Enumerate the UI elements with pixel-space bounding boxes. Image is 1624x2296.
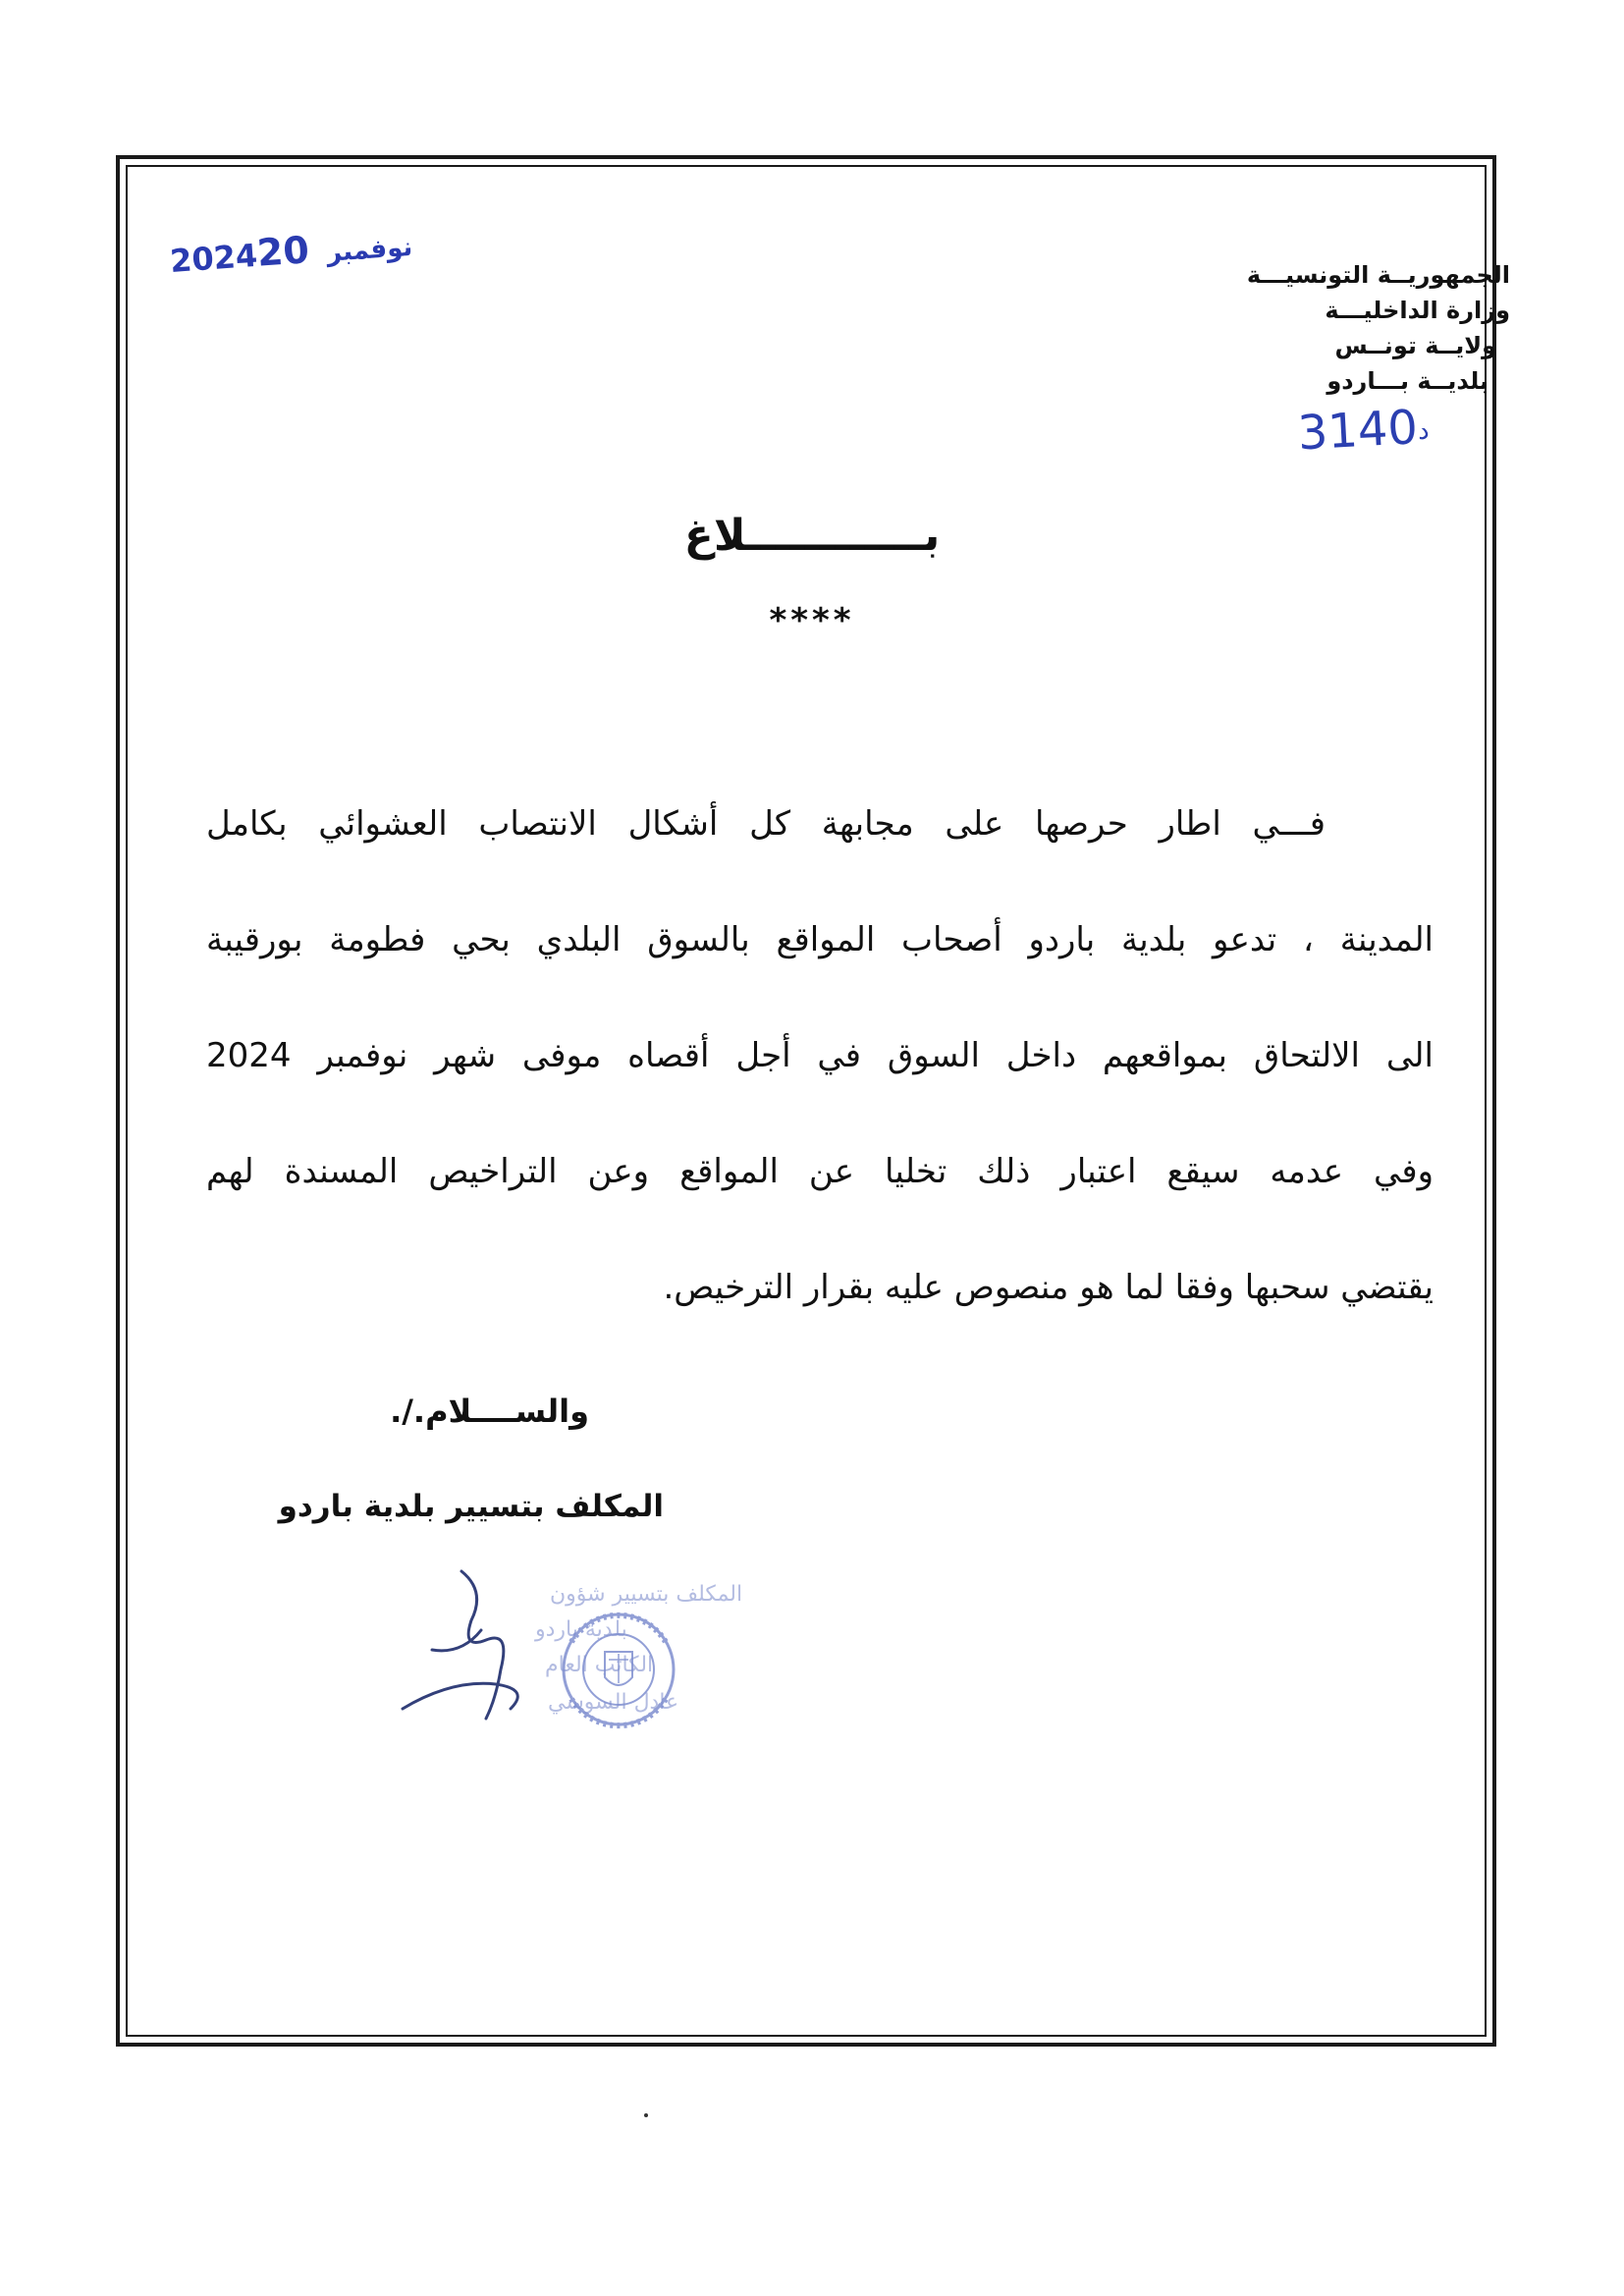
reference-number [1296,396,1505,475]
stamp-text-line: المكلف بتسيير شؤون [550,1582,743,1607]
announcement-body [206,766,1434,1345]
stamp-text-line: بلدية باردو [535,1617,627,1642]
reference-value: 3140 [1296,400,1420,462]
closing-salutation: والســــلام./. [390,1393,589,1430]
official-stamp-and-signature [314,1561,743,1758]
body-line: المدينة ، تدعو بلدية باردو أصحاب المواقع بالسوق البلدي بحي فطومة بورقيبة [206,920,1434,959]
stamp-text-line: الكاتب العام [545,1653,654,1677]
body-line: الى الالتحاق بمواقعهم داخل السوق في أجل أقصاه موفى شهر نوفمبر 2024 [206,1036,1434,1075]
date-day: 20 [255,228,311,275]
stamp-graphic [314,1561,743,1758]
date-year: 2024 [168,236,259,280]
letterhead-ministry: وزارة الداخليـــة [1325,297,1510,324]
body-line: يقتضي سحبها وفقا لما هو منصوص عليه بقرار الترخيص. [663,1268,1434,1307]
title-separator: **** [769,601,855,640]
body-line: فـــي اطار حرصها على مجابهة كل أشكال الانتصاب العشوائي بكامل [206,804,1326,844]
date-month: نوفمبر [325,232,414,268]
signatory-title: المكلف بتسيير بلدية باردو [278,1489,664,1524]
letterhead-governorate: ولايــة تونــس [1334,332,1496,359]
document-title: بــــــــــــلاغ [683,511,941,561]
scan-speck [644,2113,648,2117]
letterhead [1157,257,1510,399]
letterhead-republic: الجمهوريــة التونسيـــة [1246,261,1510,289]
handwritten-signature [403,1571,517,1719]
stamp-text-line: عادل السوسي [548,1690,679,1715]
reference-prefix: د [1417,415,1431,447]
letterhead-municipality: بلديــة بـــاردو [1326,367,1489,395]
body-line: وفي عدمه سيقع اعتبار ذلك تخليا عن المواقع وعن التراخيص المسندة لهم [206,1152,1434,1191]
